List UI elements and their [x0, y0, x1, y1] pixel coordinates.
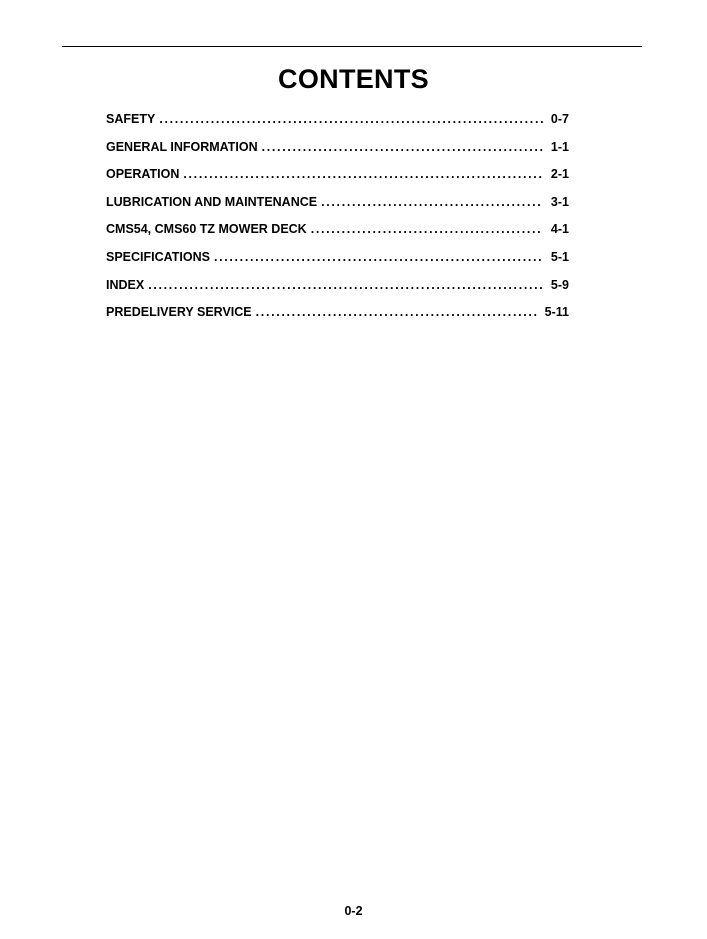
- toc-entry-mower-deck[interactable]: [106, 218, 569, 246]
- toc-dot-leader: [159, 108, 543, 130]
- toc-dot-leader: [214, 246, 543, 268]
- toc-entry-label: LUBRICATION AND MAINTENANCE: [106, 194, 318, 209]
- toc-entry-label: GENERAL INFORMATION: [106, 139, 258, 154]
- toc-entry-page: 1-1: [550, 139, 569, 154]
- toc-entry-label: OPERATION: [106, 167, 180, 182]
- toc-entry-page: 5-1: [550, 249, 569, 264]
- toc-entry-label: INDEX: [106, 277, 145, 292]
- table-of-contents: [106, 108, 569, 329]
- toc-entry-label: CMS54, CMS60 TZ MOWER DECK: [106, 222, 307, 237]
- page-title: CONTENTS: [278, 64, 429, 94]
- toc-entry-page: 4-1: [550, 222, 569, 237]
- toc-entry-safety[interactable]: [106, 108, 569, 136]
- toc-entry-label: SPECIFICATIONS: [106, 249, 210, 264]
- toc-dot-leader: [183, 163, 543, 185]
- toc-entry-general-information[interactable]: [106, 136, 569, 164]
- toc-entry-operation[interactable]: [106, 163, 569, 191]
- toc-entry-lubrication-and-maintenance[interactable]: [106, 191, 569, 219]
- toc-dot-leader: [311, 218, 543, 240]
- toc-entry-page: 3-1: [550, 194, 569, 209]
- toc-entry-specifications[interactable]: [106, 246, 569, 274]
- toc-dot-leader: [321, 191, 543, 213]
- header-rule: [62, 46, 642, 47]
- toc-entry-page: 2-1: [550, 167, 569, 182]
- toc-entry-page: 0-7: [550, 112, 569, 126]
- toc-dot-leader: [262, 136, 543, 158]
- toc-entry-label: PREDELIVERY SERVICE: [106, 305, 252, 320]
- toc-dot-leader: [256, 301, 537, 323]
- toc-dot-leader: [148, 274, 543, 296]
- toc-entry-label: SAFETY: [106, 112, 156, 126]
- toc-entry-page: 5-9: [550, 277, 569, 292]
- toc-entry-predelivery-service[interactable]: [106, 301, 569, 329]
- toc-entry-page: 5-11: [544, 305, 569, 320]
- toc-entry-index[interactable]: [106, 274, 569, 302]
- page-number: 0-2: [344, 904, 363, 918]
